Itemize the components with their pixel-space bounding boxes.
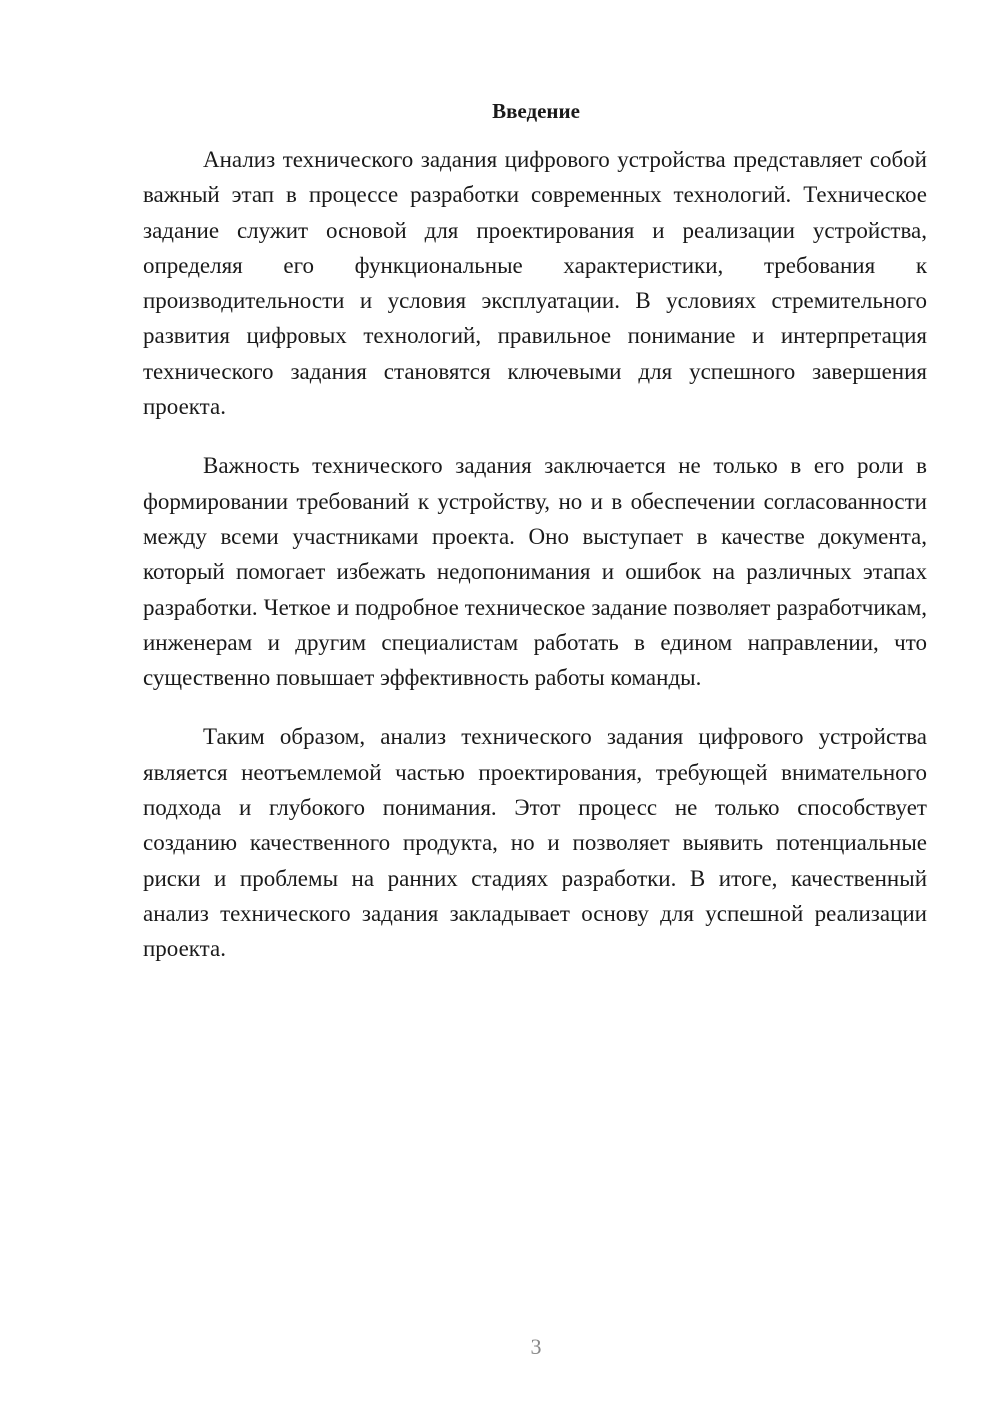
paragraph-2: Важность технического задания заключается не только в его роли в формировании требований к устройству, но и в обеспечении согласованности между всеми участниками проекта. Оно выступает в качестве документа, который помогает избежать недопонимания и ошибок на различных этапах разработки. Четкое и подробное техническое задание позволяет разработчикам, инженерам и другим специалистам работать в едином направлении, что существенно повышает эффективность работы команды. xyxy=(143,453,927,691)
paragraph-3: Таким образом, анализ технического задания цифрового устройства является неотъемлемой частью проектирования, требующей внимательного подхода и глубокого понимания. Этот процесс не только способствует созданию качественного продукта, но и позволяет выявить потенциальные риски и проблемы на ранних стадиях разработки. В итоге, качественный анализ технического задания закладывает основу для успешной реализации проекта. xyxy=(143,724,927,962)
section-title: Введение xyxy=(492,99,580,123)
page-number: 3 xyxy=(530,1334,542,1359)
body-text xyxy=(143,142,927,991)
paragraph-1: Анализ технического задания цифрового устройства представляет собой важный этап в процессе разработки современных технологий. Техническое задание служит основой для проектирования и реализации устройства, определяя его функциональные характеристики, требования к производительности и условия эксплуатации. В условиях стремительного развития цифровых технологий, правильное понимание и интерпретация технического задания становятся ключевыми для успешного завершения проекта. xyxy=(143,147,927,420)
